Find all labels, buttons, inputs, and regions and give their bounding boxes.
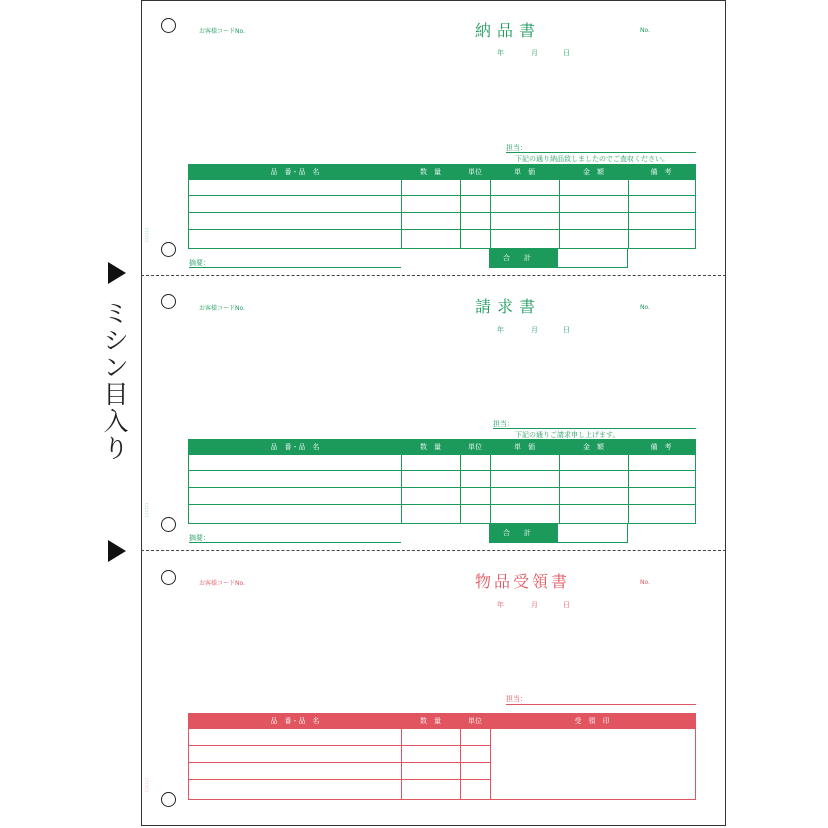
summary-label: 摘要： — [189, 259, 210, 267]
month-label: 月 — [531, 326, 538, 334]
perforation-arrow-icon — [108, 540, 126, 562]
punch-hole-icon — [161, 792, 176, 807]
total-label: 合計 — [490, 249, 558, 267]
table-divider — [490, 165, 491, 248]
table-row-line — [189, 195, 695, 196]
total-value — [558, 249, 627, 267]
table-divider — [460, 440, 461, 523]
col-quantity: 数 量 — [420, 443, 441, 451]
col-quantity: 数 量 — [420, 168, 441, 176]
total-box — [489, 248, 628, 268]
table-divider — [401, 714, 402, 799]
table-divider — [401, 440, 402, 523]
vendor-mark: ⬚⬚⬚ — [144, 503, 149, 518]
customer-code-label: お客様コードNo. — [199, 305, 245, 312]
col-amount: 金 額 — [583, 168, 604, 176]
table-divider — [628, 440, 629, 523]
form-message: 下記の通りご請求申し上げます。 — [515, 431, 620, 439]
table-row-line — [189, 504, 695, 505]
table-row-line — [189, 779, 490, 780]
form-sheet — [141, 0, 726, 826]
staff-label: 担当： — [506, 695, 527, 703]
summary-label: 摘要： — [189, 534, 210, 542]
month-label: 月 — [531, 49, 538, 57]
total-label: 合計 — [490, 524, 558, 542]
table-divider — [401, 165, 402, 248]
items-table — [188, 164, 696, 249]
table-row-line — [189, 762, 490, 763]
customer-code-label: お客様コードNo. — [199, 580, 245, 587]
table-header — [189, 714, 695, 729]
punch-hole-icon — [161, 517, 176, 532]
table-row-line — [189, 229, 695, 230]
total-box — [489, 523, 628, 543]
year-label: 年 — [497, 326, 504, 334]
table-divider — [460, 165, 461, 248]
col-remarks: 備 考 — [650, 168, 672, 176]
col-item-name: 品 番・品 名 — [270, 717, 320, 725]
number-label: No. — [640, 27, 650, 34]
table-divider — [559, 165, 560, 248]
col-quantity: 数 量 — [420, 717, 441, 725]
table-row-line — [189, 745, 490, 746]
summary-line — [189, 267, 401, 268]
perforation-arrow-icon — [108, 262, 126, 284]
number-label: No. — [640, 304, 650, 311]
items-table — [188, 439, 696, 524]
day-label: 日 — [563, 326, 570, 334]
col-unit: 単位 — [468, 168, 482, 176]
form-title: 請求書 — [475, 297, 542, 316]
col-unit: 単位 — [468, 717, 482, 725]
table-divider — [490, 714, 491, 799]
customer-code-label: お客様コードNo. — [199, 28, 245, 35]
punch-hole-icon — [161, 570, 176, 585]
perforation-label: ミシン目入り — [103, 299, 129, 463]
col-item-name: 品 番・品 名 — [270, 168, 320, 176]
summary-line — [189, 542, 401, 543]
staff-label: 担当： — [506, 144, 527, 152]
table-header — [189, 165, 695, 180]
vendor-mark: ⬚⬚⬚ — [144, 778, 149, 793]
col-unit-price: 単 価 — [514, 443, 535, 451]
table-divider — [490, 440, 491, 523]
staff-line — [506, 704, 696, 705]
table-header — [189, 440, 695, 455]
table-row-line — [189, 470, 695, 471]
table-row-line — [189, 212, 695, 213]
day-label: 日 — [563, 601, 570, 609]
vendor-mark: ⬚⬚⬚ — [144, 228, 149, 243]
perforation-line — [141, 275, 726, 276]
punch-hole-icon — [161, 18, 176, 33]
perforation-line — [141, 550, 726, 551]
year-label: 年 — [497, 49, 504, 57]
col-unit-price: 単 価 — [514, 168, 535, 176]
col-receipt-stamp: 受 領 印 — [574, 717, 610, 725]
col-unit: 単位 — [468, 443, 482, 451]
table-divider — [559, 440, 560, 523]
col-item-name: 品 番・品 名 — [270, 443, 320, 451]
staff-label: 担当： — [493, 420, 514, 428]
form-title: 納品書 — [475, 21, 542, 40]
staff-line — [506, 152, 696, 153]
total-value — [558, 524, 627, 542]
col-remarks: 備 考 — [650, 443, 672, 451]
punch-hole-icon — [161, 294, 176, 309]
table-row-line — [189, 487, 695, 488]
items-table — [188, 713, 696, 800]
year-label: 年 — [497, 601, 504, 609]
table-divider — [460, 714, 461, 799]
punch-hole-icon — [161, 242, 176, 257]
day-label: 日 — [563, 49, 570, 57]
staff-line — [493, 428, 696, 429]
col-amount: 金 額 — [583, 443, 604, 451]
form-message: 下記の通り納品致しましたのでご査収ください。 — [515, 155, 669, 163]
form-title: 物品受領書 — [475, 572, 571, 591]
number-label: No. — [640, 579, 650, 586]
table-divider — [628, 165, 629, 248]
month-label: 月 — [531, 601, 538, 609]
